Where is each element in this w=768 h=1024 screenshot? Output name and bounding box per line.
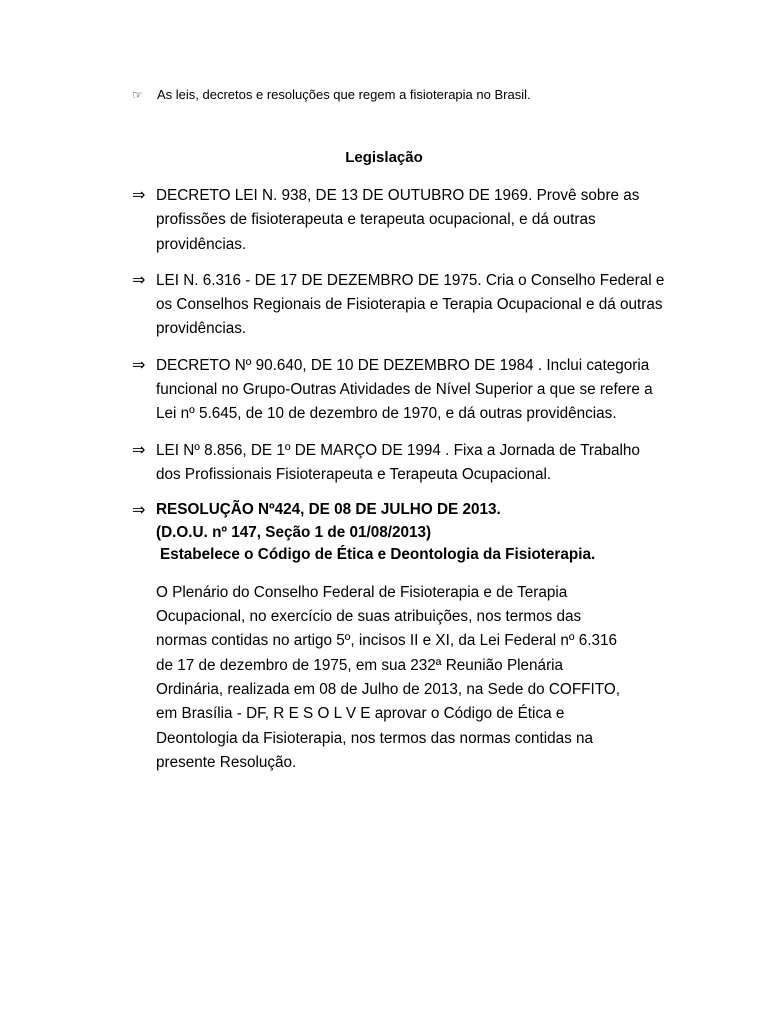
item-text: LEI N. 6.316 - DE 17 DE DEZEMBRO DE 1975. Cria o Conselho Federal e os Conselhos Regionais de Fisioterapia e Terapia Ocupacional e dá outras providências. <box>156 271 665 338</box>
resolution-block <box>156 499 668 567</box>
paragraph-line: presente Resolução. <box>156 753 297 771</box>
intro-text: As leis, decretos e resoluções que regem a fisioterapia no Brasil. <box>157 87 531 102</box>
item-text: LEI Nº 8.856, DE 1º DE MARÇO DE 1994 . Fixa a Jornada de Trabalho dos Profissionais Fisioterapeuta e Terapeuta Ocupacional. <box>156 441 640 483</box>
resolution-subject: Estabelece o Código de Ética e Deontologia da Fisioterapia. <box>160 546 596 564</box>
list-item <box>132 354 668 427</box>
implies-arrow-icon: ⇒ <box>132 502 146 520</box>
resolution-item <box>132 499 668 567</box>
paragraph-line: em Brasília - DF, R E S O L V E aprovar o Código de Ética e <box>156 705 565 723</box>
legislation-list <box>132 184 668 775</box>
paragraph-line: Deontologia da Fisioterapia, nos termos das normas contidas na <box>156 729 594 747</box>
hand-pointer-icon: ☞ <box>132 88 143 102</box>
section-heading <box>0 148 768 168</box>
implies-arrow-icon: ⇒ <box>132 356 146 374</box>
paragraph-line: Ordinária, realizada em 08 de Julho de 2013, na Sede do COFFITO, <box>156 680 620 698</box>
heading-text: Legislação <box>345 149 423 166</box>
implies-arrow-icon: ⇒ <box>132 271 146 289</box>
item-text: DECRETO Nº 90.640, DE 10 DE DEZEMBRO DE 1984 . Inclui categoria funcional no Grupo-Outras Atividades de Nível Superior a que se refere a Lei nº 5.645, de 10 de dezembro de 1970, e dá outras providências. <box>156 356 653 423</box>
resolution-paragraph <box>156 581 656 775</box>
paragraph-line: Ocupacional, no exercício de suas atribuições, nos termos das <box>156 608 582 626</box>
implies-arrow-icon: ⇒ <box>132 187 146 204</box>
paragraph-line: normas contidas no artigo 5º, incisos II e XI, da Lei Federal nº 6.316 <box>156 632 617 650</box>
paragraph-line: O Plenário do Conselho Federal de Fisioterapia e de Terapia <box>156 583 568 601</box>
implies-arrow-icon: ⇒ <box>132 441 146 459</box>
resolution-dou: (D.O.U. nº 147, Seção 1 de 01/08/2013) <box>156 523 432 541</box>
resolution-title: RESOLUÇÃO Nº424, DE 08 DE JULHO DE 2013. <box>156 501 501 519</box>
item-text: DECRETO LEI N. 938, DE 13 DE OUTUBRO DE 1969. Provê sobre as profissões de fisioterapeuta e terapeuta ocupacional, e dá outras providências. <box>156 187 640 253</box>
list-item <box>132 269 668 342</box>
list-item <box>132 184 668 257</box>
paragraph-line: de 17 de dezembro de 1975, em sua 232ª Reunião Plenária <box>156 656 564 674</box>
intro-line <box>132 86 531 104</box>
list-item <box>132 439 668 488</box>
